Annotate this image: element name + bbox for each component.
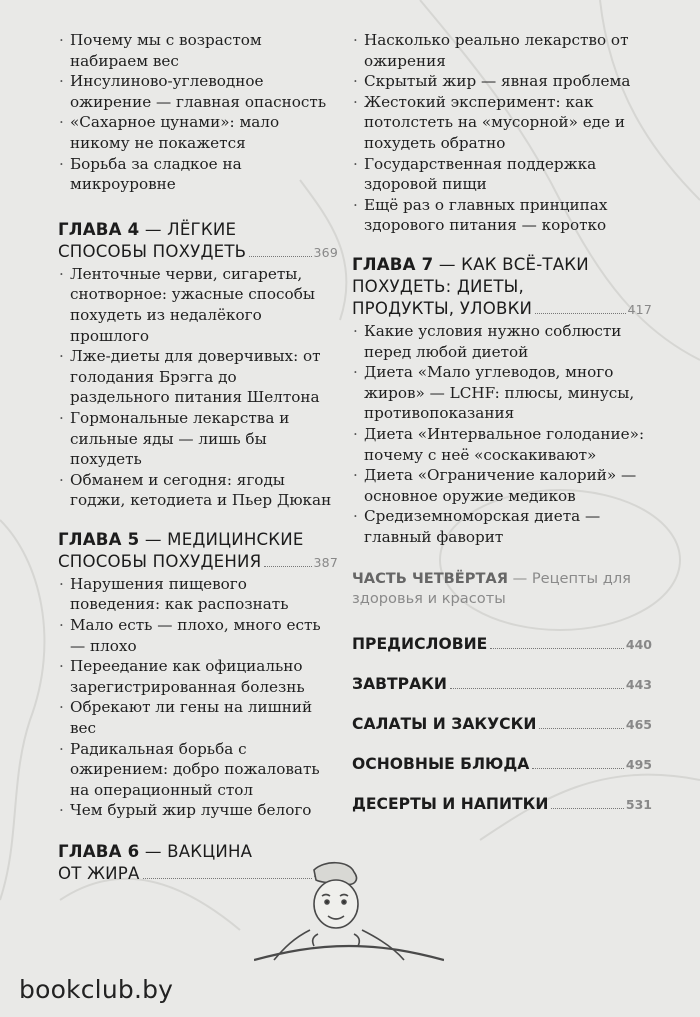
toc-item[interactable]: · Диета «Ограничение калорий» — основное оружие медиков — [352, 465, 652, 506]
leader-dots — [535, 312, 625, 314]
toc-item[interactable]: · Обманем и сегодня: ягоды годжи, кетодиета и Пьер Дюкан — [58, 470, 338, 511]
chapter-title: ОТ ЖИРА — [58, 864, 140, 883]
chapter-title: ПОХУДЕТЬ: ДИЕТЫ, — [352, 276, 524, 296]
leader-dots — [490, 647, 624, 649]
chapter-label: ГЛАВА 6 — [58, 842, 140, 861]
toc-item[interactable]: · Обрекают ли гены на лишний вес — [58, 697, 338, 738]
toc-item[interactable]: · Чем бурый жир лучше белого — [58, 800, 338, 821]
leader-dots — [264, 565, 311, 567]
toc-item[interactable]: · Жестокий эксперимент: как потолстеть на «мусорной» еде и похудеть обратно — [352, 92, 652, 154]
chapter-label: ГЛАВА 5 — [58, 529, 140, 549]
section-title: ДЕСЕРТЫ И НАПИТКИ — [352, 795, 549, 814]
toc-item[interactable]: · Инсулиново-углеводное ожирение — главная опасность — [58, 71, 338, 112]
toc-item[interactable]: · Радикальная борьба с ожирением: добро пожаловать на операционный стол — [58, 739, 338, 801]
section-main-dishes[interactable] — [352, 753, 652, 776]
toc-item[interactable]: · Борьба за сладкое на микроуровне — [58, 154, 338, 195]
leader-dots — [450, 687, 624, 689]
toc-item[interactable]: · Насколько реально лекарство от ожирения — [352, 30, 652, 71]
toc-item[interactable]: · Почему мы с возрастом набираем вес — [58, 30, 338, 71]
toc-item[interactable]: · Ленточные черви, сигареты, снотворное: ужасные способы похудеть из недалёкого прошлого — [58, 264, 338, 346]
toc-item[interactable]: · Мало есть — плохо, много есть — плохо — [58, 615, 338, 656]
chapter-label: ГЛАВА 4 — [58, 219, 140, 239]
section-breakfasts[interactable] — [352, 673, 652, 696]
intro-list-left — [58, 30, 338, 195]
section-title: ЗАВТРАКИ — [352, 675, 447, 694]
leader-dots — [249, 255, 311, 257]
part-label: ЧАСТЬ ЧЕТВЁРТАЯ — [352, 570, 508, 588]
section-desserts[interactable] — [352, 793, 652, 816]
toc-item[interactable]: · Переедание как официально зарегистрированная болезнь — [58, 656, 338, 697]
chapter-4-heading[interactable]: ГЛАВА 4 — ЛЁГКИЕ СПОСОБЫ ПОХУДЕТЬ 369 — [58, 219, 338, 264]
mascot-illustration — [254, 860, 444, 970]
toc-left-column — [58, 30, 338, 886]
chapter-6-heading[interactable]: ГЛАВА 6 — ВАКЦИНА ОТ ЖИРА — [58, 841, 338, 886]
leader-dots — [551, 807, 623, 809]
chapter-title: ВАКЦИНА — [167, 842, 253, 861]
toc-item[interactable]: · Гормональные лекарства и сильные яды — лишь бы похудеть — [58, 408, 338, 470]
toc-item[interactable]: · Диета «Интервальное голодание»: почему с неё «соскакивают» — [352, 424, 652, 465]
page-number: 417 — [627, 301, 652, 317]
page-number: 369 — [313, 244, 338, 260]
section-title: САЛАТЫ И ЗАКУСКИ — [352, 715, 537, 734]
toc-item[interactable]: · «Сахарное цунами»: мало никому не покажется — [58, 112, 338, 153]
chapter-5-heading[interactable]: ГЛАВА 5 — МЕДИЦИНСКИЕ СПОСОБЫ ПОХУДЕНИЯ 387 — [58, 529, 338, 574]
chapter-title: МЕДИЦИНСКИЕ — [167, 529, 304, 549]
chapter-title: ЛЁГКИЕ — [167, 219, 237, 239]
chapter-7-heading[interactable]: ГЛАВА 7 — КАК ВСЁ-ТАКИ ПОХУДЕТЬ: ДИЕТЫ, ПРОДУКТЫ, УЛОВКИ 417 — [352, 254, 652, 321]
toc-item[interactable]: · Лже-диеты для доверчивых: от голодания Брэгга до раздельного питания Шелтона — [58, 346, 338, 408]
toc-item[interactable]: · Государственная поддержка здоровой пищи — [352, 154, 652, 195]
part-4-heading[interactable]: ЧАСТЬ ЧЕТВЁРТАЯ — Рецепты для здоровья и красоты — [352, 570, 631, 608]
page-number: 387 — [313, 554, 338, 570]
section-title: ПРЕДИСЛОВИЕ — [352, 635, 488, 654]
toc-item[interactable]: · Ещё раз о главных принципах здорового питания — коротко — [352, 195, 652, 236]
page-number: 531 — [625, 797, 652, 813]
page-number: 495 — [625, 757, 652, 773]
section-title: ОСНОВНЫЕ БЛЮДА — [352, 755, 530, 774]
chapter-4-items — [58, 264, 338, 511]
leader-dots — [532, 767, 624, 769]
leader-dots — [539, 727, 624, 729]
intro-list-right — [352, 30, 652, 236]
chapter-7-items — [352, 321, 652, 548]
chapter-title: ПРОДУКТЫ, УЛОВКИ — [352, 298, 533, 318]
toc-right-column — [352, 30, 652, 816]
chapter-title: СПОСОБЫ ПОХУДЕТЬ — [58, 241, 247, 261]
chapter-title: СПОСОБЫ ПОХУДЕНИЯ — [58, 551, 262, 571]
toc-item[interactable]: · Диета «Мало углеводов, много жиров» — LCHF: плюсы, минусы, противопоказания — [352, 362, 652, 424]
chapter-label: ГЛАВА 7 — [352, 254, 434, 274]
chapter-title: КАК ВСЁ-ТАКИ — [461, 254, 589, 274]
page-number: 440 — [625, 637, 652, 653]
page-number: 465 — [625, 717, 652, 733]
toc-item[interactable]: · Нарушения пищевого поведения: как распознать — [58, 574, 338, 615]
toc-item[interactable]: · Какие условия нужно соблюсти перед любой диетой — [352, 321, 652, 362]
section-preface[interactable] — [352, 633, 652, 656]
part-title: Рецепты для здоровья и красоты — [352, 570, 631, 608]
toc-item[interactable]: · Средиземноморская диета — главный фаворит — [352, 506, 652, 547]
chapter-5-items — [58, 574, 338, 821]
section-salads[interactable] — [352, 713, 652, 736]
toc-item[interactable]: · Скрытый жир — явная проблема — [352, 71, 652, 92]
watermark-text: bookclub.by — [19, 975, 174, 1004]
page-number: 443 — [625, 677, 652, 693]
